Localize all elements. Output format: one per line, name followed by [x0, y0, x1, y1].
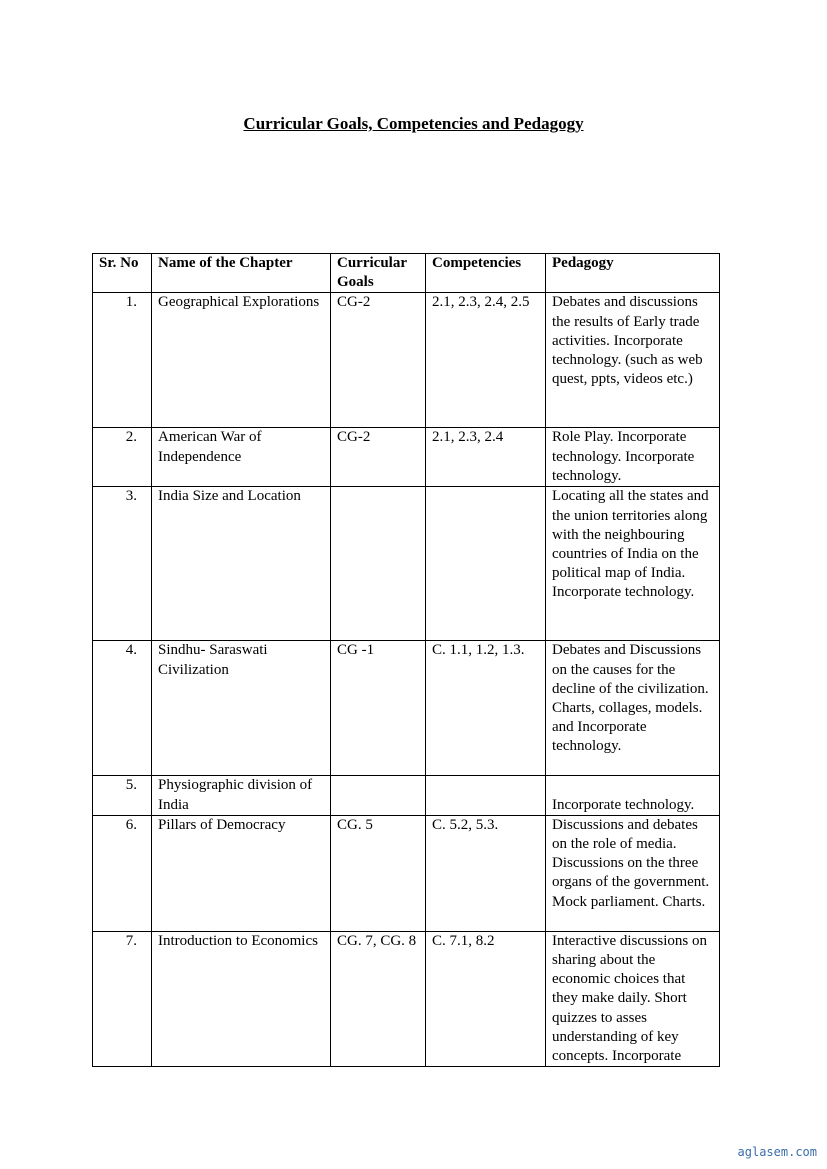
header-competencies: Competencies [426, 254, 546, 293]
row-chapter-name: India Size and Location [152, 487, 331, 641]
row-pedagogy: Role Play. Incorporate technology. Incorporate technology. [546, 428, 720, 487]
header-pedagogy: Pedagogy [546, 254, 720, 293]
row-chapter-name: Sindhu- Saraswati Civilization [152, 641, 331, 776]
row-sr-no: 1. [93, 293, 152, 428]
row-pedagogy: Debates and Discussions on the causes for the decline of the civilization. Charts, collages, models. and Incorporate technology. [546, 641, 720, 776]
header-chapter-name: Name of the Chapter [152, 254, 331, 293]
row-curricular-goals: CG. 7, CG. 8 [331, 931, 426, 1066]
row-curricular-goals [331, 776, 426, 815]
row-competencies: 2.1, 2.3, 2.4, 2.5 [426, 293, 546, 428]
row-competencies: C. 5.2, 5.3. [426, 815, 546, 931]
row-sr-no: 7. [93, 931, 152, 1066]
table-row [93, 815, 720, 931]
table-row [93, 776, 720, 815]
row-competencies: 2.1, 2.3, 2.4 [426, 428, 546, 487]
row-sr-no: 6. [93, 815, 152, 931]
row-sr-no: 5. [93, 776, 152, 815]
row-pedagogy: Debates and discussions the results of Early trade activities. Incorporate technology. (such as web quest, ppts, videos etc.) [546, 293, 720, 428]
row-competencies: C. 7.1, 8.2 [426, 931, 546, 1066]
header-sr-no: Sr. No [93, 254, 152, 293]
row-curricular-goals: CG-2 [331, 293, 426, 428]
row-chapter-name: Geographical Explorations [152, 293, 331, 428]
row-sr-no: 4. [93, 641, 152, 776]
footer-site-link[interactable]: aglasem.com [737, 1145, 817, 1159]
table-row [93, 487, 720, 641]
row-sr-no: 3. [93, 487, 152, 641]
curriculum-table [92, 253, 720, 1067]
row-chapter-name: American War of Independence [152, 428, 331, 487]
row-curricular-goals: CG-2 [331, 428, 426, 487]
row-pedagogy: Locating all the states and the union territories along with the neighbouring countries of India on the political map of India. Incorporate technology. [546, 487, 720, 641]
header-curricular-goals: Curricular Goals [331, 254, 426, 293]
table-row [93, 293, 720, 428]
row-pedagogy: Discussions and debates on the role of media. Discussions on the three organs of the government. Mock parliament. Charts. [546, 815, 720, 931]
row-chapter-name: Introduction to Economics [152, 931, 331, 1066]
row-chapter-name: Physiographic division of India [152, 776, 331, 815]
table-row [93, 641, 720, 776]
row-competencies: C. 1.1, 1.2, 1.3. [426, 641, 546, 776]
row-pedagogy: Interactive discussions on sharing about the economic choices that they make daily. Short quizzes to asses understanding of key concepts. Incorporate [546, 931, 720, 1066]
page-title: Curricular Goals, Competencies and Pedagogy [243, 114, 584, 133]
table-header-row [93, 254, 720, 293]
row-curricular-goals [331, 487, 426, 641]
row-competencies [426, 487, 546, 641]
row-sr-no: 2. [93, 428, 152, 487]
table-row [93, 931, 720, 1066]
row-competencies [426, 776, 546, 815]
table-row [93, 428, 720, 487]
row-chapter-name: Pillars of Democracy [152, 815, 331, 931]
row-curricular-goals: CG -1 [331, 641, 426, 776]
row-curricular-goals: CG. 5 [331, 815, 426, 931]
row-pedagogy: Incorporate technology. [546, 776, 720, 815]
